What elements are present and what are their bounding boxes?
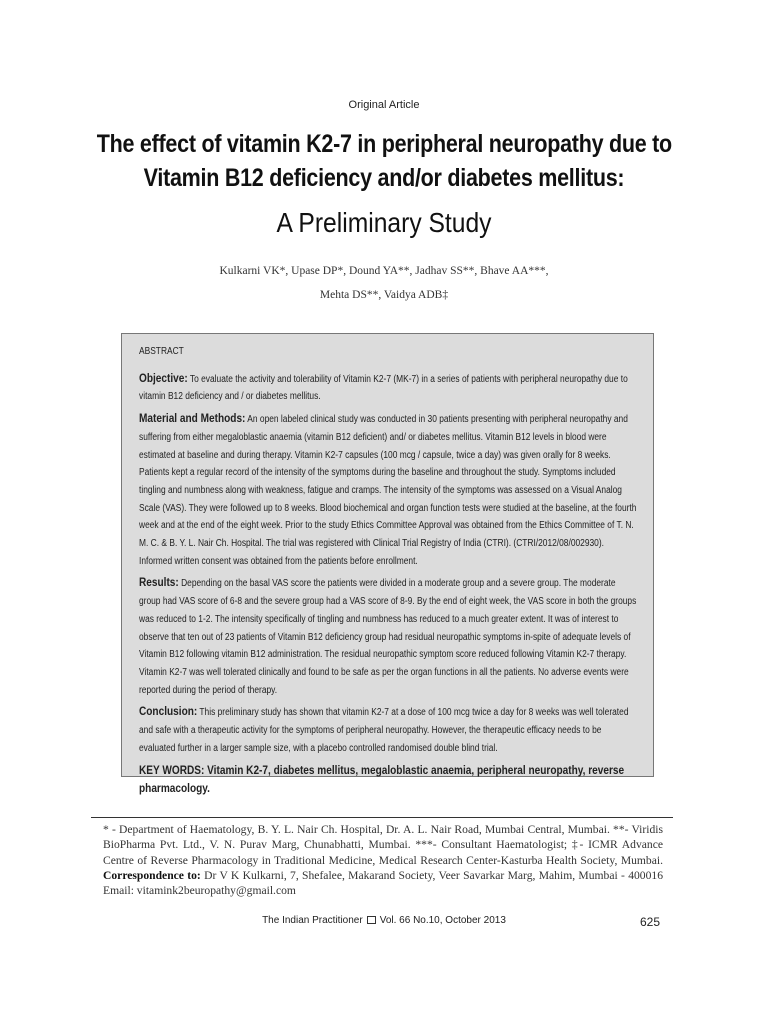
article-subtitle: A Preliminary Study bbox=[276, 207, 492, 238]
conclusion-text: This preliminary study has shown that vitamin K2-7 at a dose of 100 mcg twice a day for 8 weeks was well tolerated and safe with a therapeutic activity for the symptoms of peripheral neuropathy. However, the therapeutic efficacy needs to be evaluated further in a larger sample size, with a placebo controlled randomised double blind trial. bbox=[139, 707, 629, 754]
square-bullet-icon bbox=[367, 916, 376, 924]
journal-name: The Indian Practitioner bbox=[262, 915, 363, 926]
affiliations-text: * - Department of Haematology, B. Y. L. Nair Ch. Hospital, Dr. A. L. Nair Road, Mumbai Central, Mumbai. **- Viridis BioPharma Pvt. Ltd., V. N. Purav Marg, Chunabhatti, Mumbai. ***- Consultant Haematologist; ‡- ICMR Advance Centre of Reverse Pharmacology in Traditional Medicine, Medical Research Center-Kasturba Health Society, Mumbai. bbox=[103, 823, 663, 867]
methods-label: Material and Methods: bbox=[139, 411, 246, 426]
title-line-2: Vitamin B12 deficiency and/or diabetes mellitus: bbox=[143, 164, 625, 192]
abstract-heading: ABSTRACT bbox=[139, 346, 184, 357]
abstract-methods bbox=[139, 410, 638, 570]
objective-label: Objective: bbox=[139, 370, 188, 385]
abstract-objective bbox=[139, 370, 638, 406]
correspondence-text: Dr V K Kulkarni, 7, Shefalee, Makarand Society, Veer Savarkar Marg, Mahim, Mumbai - 400016 Email: vitamink2beuropathy@gmail.com bbox=[103, 868, 663, 898]
objective-text: To evaluate the activity and tolerability of Vitamin K2-7 (MK-7) in a series of patients with peripheral neuropathy due to vitamin B12 deficiency and / or diabetes mellitus. bbox=[139, 373, 628, 403]
methods-text: An open labeled clinical study was conducted in 30 patients presenting with peripheral neuropathy and suffering from either megaloblastic anaemia (vitamin B12 deficient) and/ or diabetes mellitus. Vitamin B12 levels in blood were estimated at baseline and during therapy. Vitamin K2-7 capsules (100 mcg / capsule, twice a day) was given orally for 8 weeks. Patients kept a regular record of the intensity of the symptoms during the baseline and throughout the study. Symptoms included tingling and numbness along with weakness, fatigue and cramps. The intensity of the symptoms was assessed on a Visual Analog Scale (VAS). They were followed up to 8 weeks. Blood biochemical and organ function tests were studied at the baseline, at the fourth week and at the end of the eight week. Prior to the study Ethics Committee Approval was obtained from the Ethics Committee of T. N. M. C. & B. Y. L. Nair Ch. Hospital. The trial was registered with Clinical Trial Registry of India (CTRI). (CTRI/2012/08/002930). Informed written consent was obtained from the patients before enrollment. bbox=[139, 414, 637, 567]
footnote-divider bbox=[91, 817, 673, 818]
author-list bbox=[0, 259, 768, 307]
journal-issue: Vol. 66 No.10, October 2013 bbox=[379, 915, 506, 926]
article-title bbox=[97, 127, 671, 195]
title-line-1: The effect of vitamin K2-7 in peripheral neuropathy due to bbox=[96, 130, 672, 158]
abstract-results bbox=[139, 574, 638, 699]
affiliations-footnote bbox=[103, 822, 663, 898]
abstract-box bbox=[121, 333, 654, 796]
section-label: Original Article bbox=[348, 99, 420, 111]
authors-line-1: Kulkarni VK*, Upase DP*, Dound YA**, Jadhav SS**, Bhave AA***, bbox=[219, 265, 549, 277]
conclusion-label: Conclusion: bbox=[139, 704, 198, 719]
abstract-conclusion bbox=[139, 703, 638, 757]
correspondence-label: Correspondence to: bbox=[103, 868, 201, 882]
results-label: Results: bbox=[139, 575, 179, 590]
keywords: KEY WORDS: Vitamin K2-7, diabetes mellitus, megaloblastic anaemia, peripheral neuropathy, reverse pharmacology. bbox=[139, 763, 625, 796]
results-text: Depending on the basal VAS score the patients were divided in a moderate group and a severe group. The moderate group had VAS score of 6-8 and the severe group had a VAS score of 8-9. By the end of eight week, the VAS score in both the groups was reduced to 1-2. The intensity specifically of tingling and numbness has reduced to a much greater extent. It was of interest to observe that ten out of 23 patients of Vitamin B12 deficiency group had residual neuropathic symptoms in-spite of adequate levels of Vitamin B12 following vitamin B12 administration. The residual neuropathic symptom score reduced following Vitamin K2-7 therapy. Vitamin K2-7 was well tolerated clinically and found to be safe as per the organ functions in all the patients. No adverse events were reported during the period of therapy. bbox=[139, 578, 637, 696]
page-number: 625 bbox=[640, 915, 661, 929]
authors-line-2: Mehta DS**, Vaidya ADB‡ bbox=[319, 289, 449, 301]
